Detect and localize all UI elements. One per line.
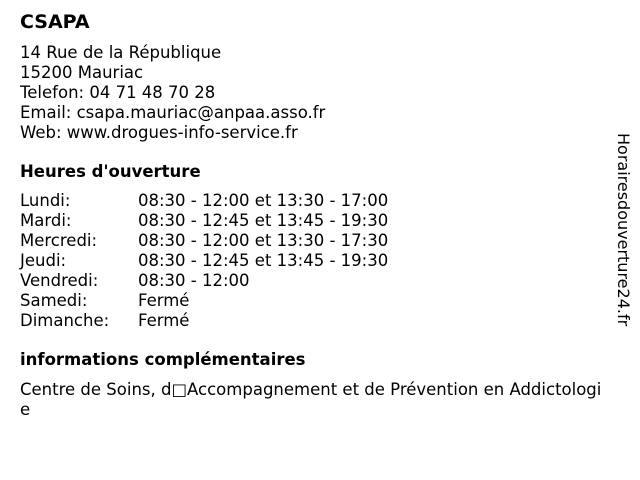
day-label: Jeudi: [20,251,67,270]
hours-row-mardi [20,211,620,231]
hours-row-lundi [20,191,620,211]
day-label: Lundi: [20,191,71,210]
time-value: Fermé [138,311,190,330]
hours-row-jeudi [20,251,620,271]
day-label: Mercredi: [20,231,98,250]
info-text: Centre de Soins, d□Accompagnement et de Prévention en Addictologie [20,380,602,419]
address-block [20,43,620,143]
time-value: 08:30 - 12:45 et 13:45 - 19:30 [138,251,389,270]
phone-line: Telefon: 04 71 48 70 28 [20,83,216,102]
web-line: Web: www.drogues-info-service.fr [20,123,298,142]
business-name: CSAPA [20,11,90,33]
time-value: Fermé [138,291,190,310]
info-heading: informations complémentaires [20,350,306,369]
address-line-1: 14 Rue de la République [20,43,222,62]
hours-row-samedi [20,291,620,311]
day-label: Samedi: [20,291,88,310]
address-line-2: 15200 Mauriac [20,63,144,82]
hours-heading: Heures d'ouverture [20,162,201,181]
email-line: Email: csapa.mauriac@anpaa.asso.fr [20,103,326,122]
hours-row-mercredi [20,231,620,251]
brand-watermark: Horairesdouverture24.fr [614,133,633,327]
time-value: 08:30 - 12:45 et 13:45 - 19:30 [138,211,389,230]
hours-row-dimanche [20,311,620,331]
time-value: 08:30 - 12:00 et 13:30 - 17:00 [138,191,389,210]
day-label: Dimanche: [20,311,110,330]
hours-table [20,191,620,331]
time-value: 08:30 - 12:00 [138,271,250,290]
time-value: 08:30 - 12:00 et 13:30 - 17:30 [138,231,389,250]
day-label: Vendredi: [20,271,99,290]
day-label: Mardi: [20,211,72,230]
business-card [20,10,620,420]
hours-row-vendredi [20,271,620,291]
